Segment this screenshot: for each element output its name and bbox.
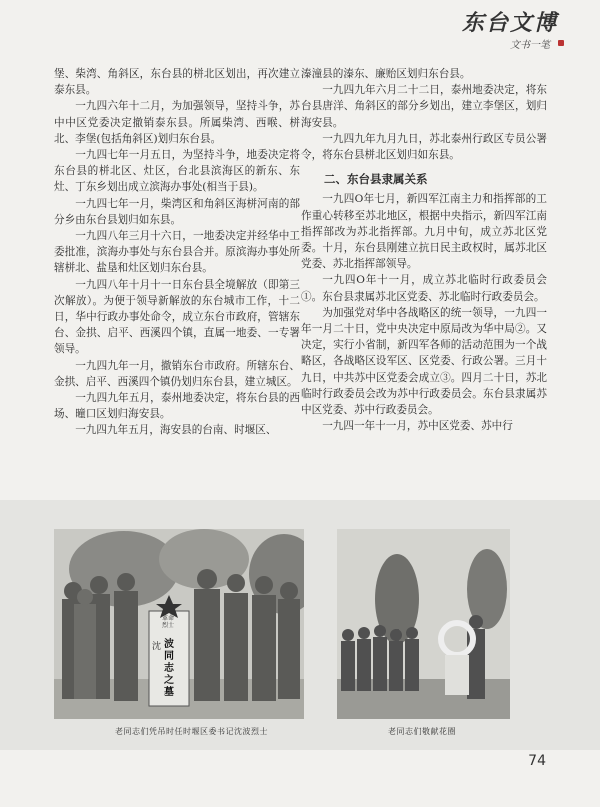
right-text-column	[301, 66, 547, 434]
page-number: 74	[528, 753, 546, 769]
paragraph: 一九四九年九月九日，苏北泰州行政区专员公署令，将东台县栟北区划归如东县。	[301, 132, 547, 162]
photo-caption-left: 老同志们凭吊时任时堰区委书记沈波烈士	[115, 727, 268, 736]
paragraph: 一九四七年一月五日，为坚持斗争，地委决定将东台县的栟北区、灶区，台北县滨海区的新东、东灶、丁东乡划出成立滨海办事处(相当于县)。	[54, 149, 300, 194]
photo-wreath-laying	[337, 529, 510, 719]
paragraph: 一九四九年一月，撤销东台市政府。所辖东台、金拱、启平、西溪四个镇仍划归东台县，建立城区。	[54, 359, 300, 388]
section-title: 二、东台县隶属关系	[324, 172, 428, 187]
paragraph: 一九四九年六月二十二日，泰州地委决定，将东台县唐洋、角斜区的部分乡划出，建立李堡区，划归海安县。	[301, 84, 547, 129]
left-text-column	[54, 66, 300, 439]
paragraph: 一九四七年一月，柴湾区和角斜区海栟河南的部分乡由东台县划归如东县。	[54, 197, 300, 226]
magazine-subtitle: 文书一笔	[510, 40, 550, 51]
monument-inscription-3: 波同志之墓	[164, 639, 174, 698]
paragraph: 一九四九年五月，海安县的台南、时堰区、	[75, 424, 277, 437]
photo-caption-right: 老同志们敬献花圈	[388, 727, 456, 736]
paragraph: 一九四O年七月，新四军江南主力和指挥部的工作重心转移至苏北地区，根据中央指示，新四军江南指挥部改为苏北指挥部。九月中旬，成立苏北区党委。十月，东台县刚建立抗日民主政权时，属苏北区党委、苏北指挥部领导。	[301, 193, 547, 271]
paragraph: 一九四一年十一月，苏中区党委、苏中行	[322, 420, 513, 433]
magazine-title: 东台文博	[461, 10, 558, 36]
magazine-logo	[414, 6, 564, 54]
paragraph: 一九四八年三月十六日，一地委决定并经华中工委批准，滨海办事处与东台县合并。原滨海办事处所辖栟北、盐垦和灶区划归东台县。	[54, 230, 300, 275]
monument-inscription-2: 沈	[152, 642, 162, 652]
photo-memorial-group	[54, 529, 304, 719]
paragraph: 堡、柴湾、角斜区，东台县的栟北区划出，再次建立泰东县。	[54, 68, 300, 97]
paragraph: 溱潼县的溱东、廉贻区划归东台县。	[301, 68, 471, 80]
paragraph: 为加强党对华中各战略区的统一领导，一九四一年一月二十日，党中央决定中原局改为华中局②。又决定，实行小省制，新四军各师的活动范围为一个战略区，各战略区设军区、区党委、行政公署。三月十九日，中共苏中区党委会成立③。四月二十日，苏北临时行政委员会改为苏中行政委员会。东台县隶属苏中区党委、苏中行政委员会。	[301, 306, 547, 417]
seal-mark	[558, 40, 564, 46]
monument-inscription-1: 革命烈士	[162, 615, 175, 629]
paragraph: 一九四九年五月，泰州地委决定，将东台县的西场、曈口区划归海安县。	[54, 392, 300, 421]
paragraph: 一九四O年十一月，成立苏北临时行政委员会①。东台县隶属苏北区党委、苏北临时行政委员会。	[301, 274, 547, 303]
paragraph: 一九四八年十月十一日东台县全境解放（即第三次解放）。为便于领导新解放的东台城市工作，十二日，华中行政办事处命令，成立东台市政府，管辖东台、金拱、启平、西溪四个镇，直属一地委、一专署领导。	[54, 278, 300, 356]
paragraph: 一九四六年十二月，为加强领导，坚持斗争，苏中中区党委决定撤销泰东县。所属柴湾、西喉、栟北、李堡(包括角斜区)划归东台县。	[54, 100, 300, 145]
